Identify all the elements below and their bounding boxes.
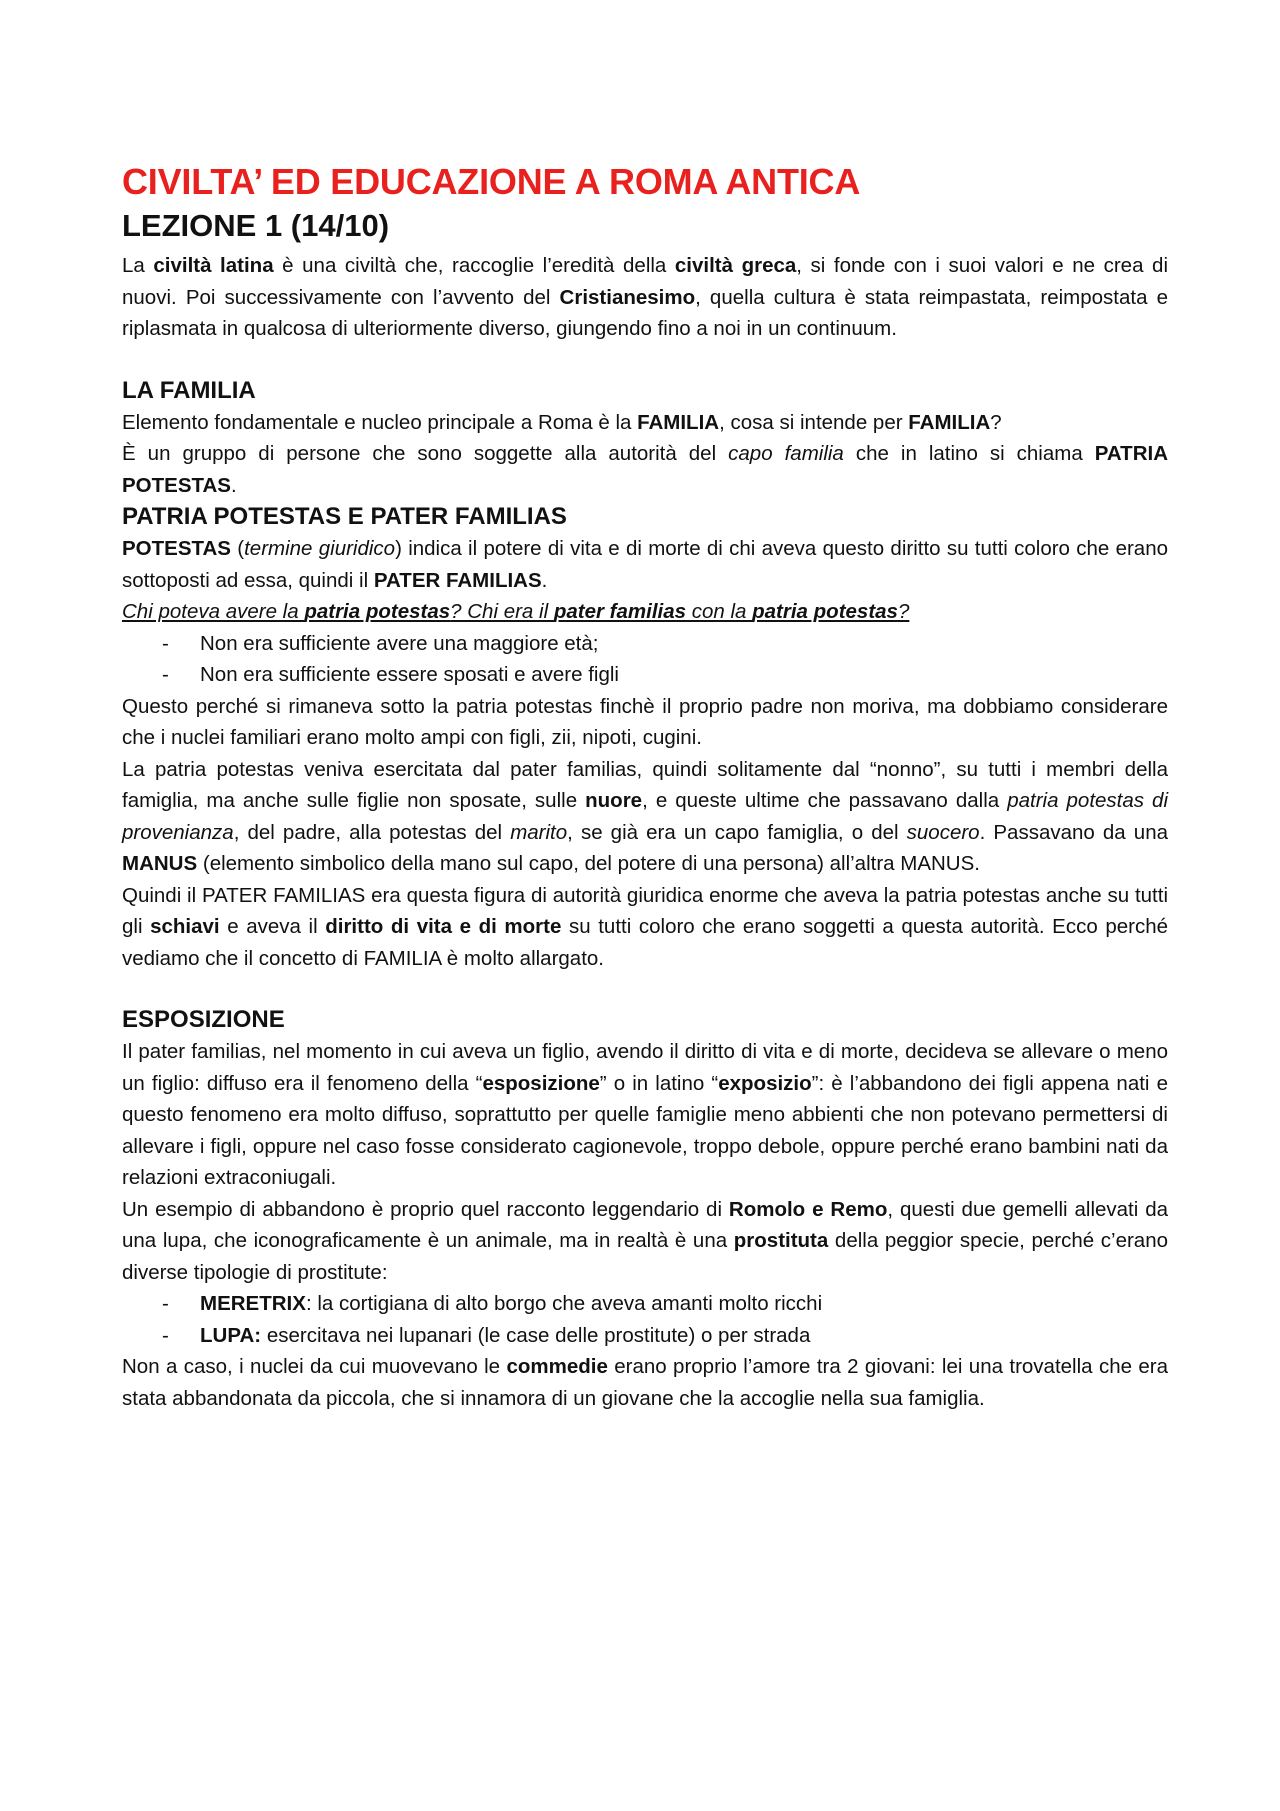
potestas-list <box>122 628 1168 691</box>
list-item: - Non era sufficiente avere una maggiore età; <box>162 628 1168 660</box>
lesson-heading: LEZIONE 1 (14/10) <box>122 208 390 243</box>
familia-paragraph-1: Elemento fondamentale e nucleo principale a Roma è la FAMILIA, cosa si intende per FAMILIA? <box>122 410 1002 434</box>
list-item: - Non era sufficiente essere sposati e avere figli <box>162 659 1168 691</box>
potestas-paragraph-4: Quindi il PATER FAMILIAS era questa figura di autorità giuridica enorme che aveva la patria potestas anche su tutti gli schiavi e aveva il diritto di vita e di morte su tutti coloro che erano soggetti a questa autorità. Ecco perché vediamo che il concetto di FAMILIA è molto allargato. <box>122 883 1168 970</box>
intro-paragraph: La civiltà latina è una civiltà che, raccoglie l’eredità della civiltà greca, si fonde con i suoi valori e ne crea di nuovi. Poi successivamente con l’avvento del Cristianesimo, quella cultura è stata reimpastata, reimpostata e riplasmata in qualcosa di ulteriormente diverso, giungendo fino a noi in un continuum. <box>122 254 1169 340</box>
potestas-paragraph-3: La patria potestas veniva esercitata dal pater familias, quindi solitamente dal “nonno”, su tutti i membri della famiglia, ma anche sulle figlie non sposate, sulle nuore, e queste ultime che passavano dalla patria potestas di provenianza, del padre, alla potestas del marito, se già era un capo famiglia, o del suocero. Passavano da una MANUS (elemento simbolico della mano sul capo, del potere di una persona) all’altra MANUS. <box>122 757 1169 875</box>
potestas-paragraph-1: POTESTAS (termine giuridico) indica il potere di vita e di morte di chi aveva questo diritto su tutti coloro che erano sottoposti ad essa, quindi il PATER FAMILIAS. <box>122 537 1168 592</box>
section-heading-potestas: PATRIA POTESTAS E PATER FAMILIAS <box>122 503 567 530</box>
list-item: - MERETRIX: la cortigiana di alto borgo che aveva amanti molto ricchi <box>162 1288 1168 1320</box>
document-title: CIVILTA’ ED EDUCAZIONE A ROMA ANTICA <box>122 161 861 202</box>
familia-paragraph-2: È un gruppo di persone che sono soggette alla autorità del capo familia che in latino si chiama PATRIA POTESTAS. <box>122 442 1169 497</box>
potestas-question: Chi poteva avere la patria potestas? Chi era il pater familias con la patria potestas? <box>122 600 910 623</box>
esposizione-paragraph-2: Un esempio di abbandono è proprio quel racconto leggendario di Romolo e Remo, questi due gemelli allevati da una lupa, che iconograficamente è un animale, ma in realtà è una prostituta della peggior specie, perché c’erano diverse tipologie di prostitute: <box>122 1197 1169 1284</box>
prostitute-types-list <box>122 1288 1168 1351</box>
list-item: - LUPA: esercitava nei lupanari (le case delle prostitute) o per strada <box>162 1320 1168 1352</box>
esposizione-paragraph-1: Il pater familias, nel momento in cui aveva un figlio, avendo il diritto di vita e di morte, decideva se allevare o meno un figlio: diffuso era il fenomeno della “esposizione” o in latino “exposizio”: è l’abbandono dei figli appena nati e questo fenomeno era molto diffuso, soprattutto per quelle famiglie meno abbienti che non potevano permettersi di allevare i figli, oppure nel caso fosse considerato cagionevole, troppo debole, oppure perché erano bambini nati da relazioni extraconiugali. <box>122 1040 1168 1189</box>
potestas-paragraph-2: Questo perché si rimaneva sotto la patria potestas finchè il proprio padre non moriva, ma dobbiamo considerare che i nuclei familiari erano molto ampi con figli, zii, nipoti, cugini. <box>122 694 1168 749</box>
section-heading-esposizione: ESPOSIZIONE <box>122 1006 285 1033</box>
esposizione-paragraph-3: Non a caso, i nuclei da cui muovevano le commedie erano proprio l’amore tra 2 giovani: lei una trovatella che era stata abbandonata da piccola, che si innamora di un giovane che la accoglie nella sua famiglia. <box>122 1355 1168 1410</box>
section-heading-familia: LA FAMILIA <box>122 376 256 404</box>
